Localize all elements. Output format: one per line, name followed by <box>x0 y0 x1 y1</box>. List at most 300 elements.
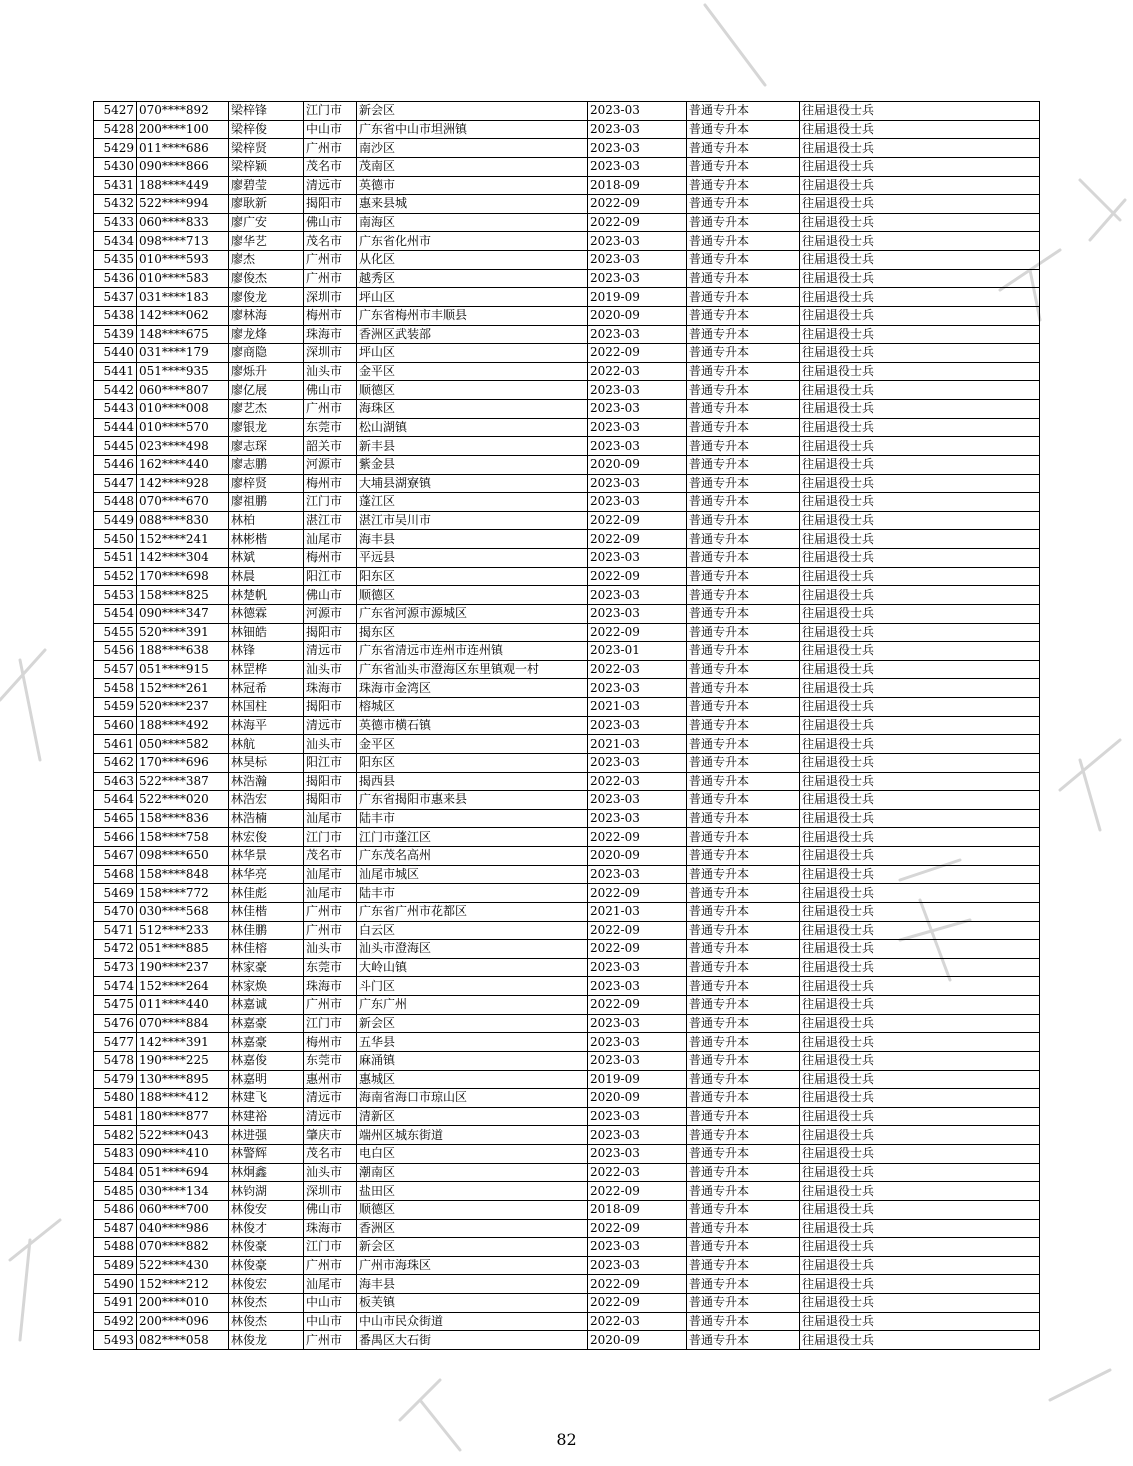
date-cell: 2022-09 <box>588 921 687 940</box>
district-cell: 阳东区 <box>357 567 588 586</box>
table-row <box>94 344 1040 363</box>
district-cell: 揭西县 <box>357 772 588 791</box>
type-cell: 往届退役士兵 <box>800 1051 1040 1070</box>
table-row <box>94 493 1040 512</box>
name-cell: 林俊杰 <box>229 1312 304 1331</box>
city-cell: 河源市 <box>304 455 357 474</box>
table-row <box>94 809 1040 828</box>
type-cell: 往届退役士兵 <box>800 828 1040 847</box>
id-cell: 070****882 <box>137 1238 229 1257</box>
city-cell: 广州市 <box>304 1256 357 1275</box>
date-cell: 2022-03 <box>588 772 687 791</box>
district-cell: 清新区 <box>357 1107 588 1126</box>
table-row <box>94 772 1040 791</box>
district-cell: 香洲区 <box>357 1219 588 1238</box>
name-cell: 林俊才 <box>229 1219 304 1238</box>
city-cell: 佛山市 <box>304 586 357 605</box>
date-cell: 2023-03 <box>588 586 687 605</box>
sequence-cell: 5455 <box>94 623 137 642</box>
district-cell: 揭东区 <box>357 623 588 642</box>
roster-table <box>93 101 1040 1350</box>
table-row <box>94 549 1040 568</box>
city-cell: 湛江市 <box>304 511 357 530</box>
table-row <box>94 102 1040 121</box>
type-cell: 往届退役士兵 <box>800 940 1040 959</box>
table-row <box>94 716 1040 735</box>
sequence-cell: 5435 <box>94 251 137 270</box>
id-cell: 060****833 <box>137 213 229 232</box>
roster-body <box>94 102 1040 1350</box>
category-cell: 普通专升本 <box>687 1107 800 1126</box>
type-cell: 往届退役士兵 <box>800 1256 1040 1275</box>
category-cell: 普通专升本 <box>687 1014 800 1033</box>
sequence-cell: 5431 <box>94 176 137 195</box>
sequence-cell: 5448 <box>94 493 137 512</box>
name-cell: 林昊标 <box>229 753 304 772</box>
date-cell: 2023-03 <box>588 493 687 512</box>
category-cell: 普通专升本 <box>687 940 800 959</box>
table-row <box>94 1219 1040 1238</box>
id-cell: 050****582 <box>137 735 229 754</box>
category-cell: 普通专升本 <box>687 1182 800 1201</box>
table-row <box>94 1238 1040 1257</box>
name-cell: 林佳榕 <box>229 940 304 959</box>
id-cell: 010****593 <box>137 251 229 270</box>
id-cell: 522****387 <box>137 772 229 791</box>
type-cell: 往届退役士兵 <box>800 120 1040 139</box>
table-row <box>94 753 1040 772</box>
category-cell: 普通专升本 <box>687 847 800 866</box>
id-cell: 070****892 <box>137 102 229 121</box>
city-cell: 揭阳市 <box>304 195 357 214</box>
type-cell: 往届退役士兵 <box>800 269 1040 288</box>
date-cell: 2020-09 <box>588 1331 687 1350</box>
category-cell: 普通专升本 <box>687 1145 800 1164</box>
name-cell: 林晨 <box>229 567 304 586</box>
city-cell: 江门市 <box>304 1238 357 1257</box>
type-cell: 往届退役士兵 <box>800 772 1040 791</box>
sequence-cell: 5491 <box>94 1294 137 1313</box>
table-row <box>94 1163 1040 1182</box>
type-cell: 往届退役士兵 <box>800 977 1040 996</box>
city-cell: 梅州市 <box>304 474 357 493</box>
name-cell: 林建飞 <box>229 1089 304 1108</box>
date-cell: 2020-09 <box>588 1089 687 1108</box>
table-row <box>94 530 1040 549</box>
sequence-cell: 5428 <box>94 120 137 139</box>
district-cell: 海珠区 <box>357 400 588 419</box>
type-cell: 往届退役士兵 <box>800 511 1040 530</box>
sequence-cell: 5440 <box>94 344 137 363</box>
table-row <box>94 1070 1040 1089</box>
city-cell: 珠海市 <box>304 1219 357 1238</box>
name-cell: 廖杰 <box>229 251 304 270</box>
id-cell: 170****696 <box>137 753 229 772</box>
city-cell: 茂名市 <box>304 232 357 251</box>
page-number: 82 <box>556 1430 577 1449</box>
id-cell: 142****928 <box>137 474 229 493</box>
id-cell: 522****994 <box>137 195 229 214</box>
type-cell: 往届退役士兵 <box>800 921 1040 940</box>
category-cell: 普通专升本 <box>687 604 800 623</box>
category-cell: 普通专升本 <box>687 958 800 977</box>
sequence-cell: 5454 <box>94 604 137 623</box>
city-cell: 中山市 <box>304 1294 357 1313</box>
category-cell: 普通专升本 <box>687 772 800 791</box>
name-cell: 廖俊龙 <box>229 288 304 307</box>
date-cell: 2022-09 <box>588 511 687 530</box>
table-row <box>94 921 1040 940</box>
category-cell: 普通专升本 <box>687 455 800 474</box>
sequence-cell: 5447 <box>94 474 137 493</box>
sequence-cell: 5463 <box>94 772 137 791</box>
table-row <box>94 1256 1040 1275</box>
city-cell: 惠州市 <box>304 1070 357 1089</box>
name-cell: 林楚帆 <box>229 586 304 605</box>
sequence-cell: 5478 <box>94 1051 137 1070</box>
sequence-cell: 5436 <box>94 269 137 288</box>
sequence-cell: 5467 <box>94 847 137 866</box>
table-row <box>94 1014 1040 1033</box>
category-cell: 普通专升本 <box>687 865 800 884</box>
name-cell: 林浩楠 <box>229 809 304 828</box>
sequence-cell: 5446 <box>94 455 137 474</box>
table-row <box>94 1294 1040 1313</box>
category-cell: 普通专升本 <box>687 735 800 754</box>
table-row <box>94 362 1040 381</box>
district-cell: 惠来县城 <box>357 195 588 214</box>
sequence-cell: 5442 <box>94 381 137 400</box>
id-cell: 030****568 <box>137 902 229 921</box>
id-cell: 011****686 <box>137 139 229 158</box>
category-cell: 普通专升本 <box>687 716 800 735</box>
date-cell: 2022-09 <box>588 530 687 549</box>
city-cell: 汕尾市 <box>304 884 357 903</box>
sequence-cell: 5437 <box>94 288 137 307</box>
category-cell: 普通专升本 <box>687 1294 800 1313</box>
district-cell: 顺德区 <box>357 586 588 605</box>
type-cell: 往届退役士兵 <box>800 809 1040 828</box>
sequence-cell: 5485 <box>94 1182 137 1201</box>
type-cell: 往届退役士兵 <box>800 884 1040 903</box>
date-cell: 2023-03 <box>588 809 687 828</box>
name-cell: 廖志鹏 <box>229 455 304 474</box>
city-cell: 广州市 <box>304 902 357 921</box>
district-cell: 大埔县湖寮镇 <box>357 474 588 493</box>
city-cell: 揭阳市 <box>304 791 357 810</box>
id-cell: 180****877 <box>137 1107 229 1126</box>
date-cell: 2023-03 <box>588 958 687 977</box>
category-cell: 普通专升本 <box>687 288 800 307</box>
category-cell: 普通专升本 <box>687 325 800 344</box>
name-cell: 林华亮 <box>229 865 304 884</box>
table-row <box>94 1275 1040 1294</box>
category-cell: 普通专升本 <box>687 921 800 940</box>
name-cell: 廖梓贤 <box>229 474 304 493</box>
district-cell: 番禺区大石街 <box>357 1331 588 1350</box>
date-cell: 2023-03 <box>588 474 687 493</box>
table-row <box>94 232 1040 251</box>
city-cell: 韶关市 <box>304 437 357 456</box>
sequence-cell: 5489 <box>94 1256 137 1275</box>
city-cell: 揭阳市 <box>304 772 357 791</box>
table-row <box>94 251 1040 270</box>
category-cell: 普通专升本 <box>687 549 800 568</box>
id-cell: 188****492 <box>137 716 229 735</box>
category-cell: 普通专升本 <box>687 381 800 400</box>
date-cell: 2023-01 <box>588 642 687 661</box>
date-cell: 2023-03 <box>588 1256 687 1275</box>
category-cell: 普通专升本 <box>687 828 800 847</box>
name-cell: 林罡桦 <box>229 660 304 679</box>
id-cell: 090****866 <box>137 157 229 176</box>
type-cell: 往届退役士兵 <box>800 1312 1040 1331</box>
id-cell: 162****440 <box>137 455 229 474</box>
date-cell: 2019-09 <box>588 1070 687 1089</box>
district-cell: 坪山区 <box>357 344 588 363</box>
id-cell: 088****830 <box>137 511 229 530</box>
type-cell: 往届退役士兵 <box>800 1163 1040 1182</box>
name-cell: 廖耿新 <box>229 195 304 214</box>
city-cell: 广州市 <box>304 1331 357 1350</box>
type-cell: 往届退役士兵 <box>800 698 1040 717</box>
type-cell: 往届退役士兵 <box>800 437 1040 456</box>
name-cell: 廖艺杰 <box>229 400 304 419</box>
name-cell: 林彬楷 <box>229 530 304 549</box>
name-cell: 林炯鑫 <box>229 1163 304 1182</box>
type-cell: 往届退役士兵 <box>800 1070 1040 1089</box>
type-cell: 往届退役士兵 <box>800 455 1040 474</box>
type-cell: 往届退役士兵 <box>800 1014 1040 1033</box>
city-cell: 中山市 <box>304 120 357 139</box>
district-cell: 潮南区 <box>357 1163 588 1182</box>
district-cell: 坪山区 <box>357 288 588 307</box>
city-cell: 汕尾市 <box>304 530 357 549</box>
category-cell: 普通专升本 <box>687 1200 800 1219</box>
date-cell: 2023-03 <box>588 157 687 176</box>
date-cell: 2020-09 <box>588 847 687 866</box>
date-cell: 2023-03 <box>588 1033 687 1052</box>
sequence-cell: 5477 <box>94 1033 137 1052</box>
type-cell: 往届退役士兵 <box>800 847 1040 866</box>
name-cell: 林德霖 <box>229 604 304 623</box>
name-cell: 林嘉俊 <box>229 1051 304 1070</box>
category-cell: 普通专升本 <box>687 698 800 717</box>
table-row <box>94 828 1040 847</box>
name-cell: 林佳鹏 <box>229 921 304 940</box>
sequence-cell: 5483 <box>94 1145 137 1164</box>
district-cell: 汕头市澄海区 <box>357 940 588 959</box>
name-cell: 林嘉豪 <box>229 1033 304 1052</box>
city-cell: 梅州市 <box>304 1033 357 1052</box>
category-cell: 普通专升本 <box>687 176 800 195</box>
sequence-cell: 5459 <box>94 698 137 717</box>
district-cell: 英德市 <box>357 176 588 195</box>
category-cell: 普通专升本 <box>687 1331 800 1350</box>
id-cell: 098****713 <box>137 232 229 251</box>
district-cell: 湛江市吴川市 <box>357 511 588 530</box>
category-cell: 普通专升本 <box>687 884 800 903</box>
name-cell: 廖祖鹏 <box>229 493 304 512</box>
table-row <box>94 325 1040 344</box>
id-cell: 158****825 <box>137 586 229 605</box>
name-cell: 林俊安 <box>229 1200 304 1219</box>
date-cell: 2023-03 <box>588 139 687 158</box>
table-row <box>94 940 1040 959</box>
type-cell: 往届退役士兵 <box>800 102 1040 121</box>
name-cell: 林嘉明 <box>229 1070 304 1089</box>
city-cell: 汕尾市 <box>304 865 357 884</box>
sequence-cell: 5471 <box>94 921 137 940</box>
id-cell: 010****583 <box>137 269 229 288</box>
type-cell: 往届退役士兵 <box>800 1294 1040 1313</box>
table-row <box>94 1145 1040 1164</box>
category-cell: 普通专升本 <box>687 1070 800 1089</box>
table-row <box>94 958 1040 977</box>
table-row <box>94 698 1040 717</box>
table-row <box>94 139 1040 158</box>
type-cell: 往届退役士兵 <box>800 642 1040 661</box>
date-cell: 2023-03 <box>588 232 687 251</box>
table-row <box>94 120 1040 139</box>
type-cell: 往届退役士兵 <box>800 1331 1040 1350</box>
name-cell: 林锋 <box>229 642 304 661</box>
category-cell: 普通专升本 <box>687 344 800 363</box>
id-cell: 188****412 <box>137 1089 229 1108</box>
type-cell: 往届退役士兵 <box>800 716 1040 735</box>
city-cell: 清远市 <box>304 1107 357 1126</box>
sequence-cell: 5439 <box>94 325 137 344</box>
city-cell: 深圳市 <box>304 288 357 307</box>
table-row <box>94 1312 1040 1331</box>
id-cell: 060****700 <box>137 1200 229 1219</box>
district-cell: 五华县 <box>357 1033 588 1052</box>
district-cell: 珠海市金湾区 <box>357 679 588 698</box>
table-row <box>94 996 1040 1015</box>
id-cell: 190****225 <box>137 1051 229 1070</box>
sequence-cell: 5441 <box>94 362 137 381</box>
id-cell: 040****986 <box>137 1219 229 1238</box>
district-cell: 新会区 <box>357 102 588 121</box>
district-cell: 英德市横石镇 <box>357 716 588 735</box>
name-cell: 廖商隐 <box>229 344 304 363</box>
type-cell: 往届退役士兵 <box>800 679 1040 698</box>
id-cell: 188****638 <box>137 642 229 661</box>
sequence-cell: 5444 <box>94 418 137 437</box>
type-cell: 往届退役士兵 <box>800 530 1040 549</box>
date-cell: 2023-03 <box>588 716 687 735</box>
name-cell: 林国柱 <box>229 698 304 717</box>
name-cell: 林建裕 <box>229 1107 304 1126</box>
city-cell: 广州市 <box>304 269 357 288</box>
category-cell: 普通专升本 <box>687 306 800 325</box>
date-cell: 2018-09 <box>588 176 687 195</box>
name-cell: 廖广安 <box>229 213 304 232</box>
type-cell: 往届退役士兵 <box>800 1145 1040 1164</box>
table-row <box>94 437 1040 456</box>
type-cell: 往届退役士兵 <box>800 865 1040 884</box>
name-cell: 廖志琛 <box>229 437 304 456</box>
category-cell: 普通专升本 <box>687 493 800 512</box>
district-cell: 新会区 <box>357 1014 588 1033</box>
name-cell: 廖俊杰 <box>229 269 304 288</box>
city-cell: 揭阳市 <box>304 698 357 717</box>
district-cell: 海丰县 <box>357 1275 588 1294</box>
category-cell: 普通专升本 <box>687 1256 800 1275</box>
name-cell: 林浩宏 <box>229 791 304 810</box>
name-cell: 梁梓俊 <box>229 120 304 139</box>
date-cell: 2022-09 <box>588 1294 687 1313</box>
city-cell: 汕尾市 <box>304 809 357 828</box>
name-cell: 梁梓颖 <box>229 157 304 176</box>
district-cell: 广州市海珠区 <box>357 1256 588 1275</box>
date-cell: 2023-03 <box>588 791 687 810</box>
sequence-cell: 5445 <box>94 437 137 456</box>
date-cell: 2023-03 <box>588 865 687 884</box>
date-cell: 2022-09 <box>588 940 687 959</box>
district-cell: 松山湖镇 <box>357 418 588 437</box>
table-row <box>94 455 1040 474</box>
sequence-cell: 5487 <box>94 1219 137 1238</box>
name-cell: 林冠希 <box>229 679 304 698</box>
table-row <box>94 269 1040 288</box>
date-cell: 2023-03 <box>588 549 687 568</box>
district-cell: 斗门区 <box>357 977 588 996</box>
city-cell: 广州市 <box>304 251 357 270</box>
id-cell: 090****347 <box>137 604 229 623</box>
id-cell: 520****391 <box>137 623 229 642</box>
date-cell: 2023-03 <box>588 120 687 139</box>
category-cell: 普通专升本 <box>687 996 800 1015</box>
category-cell: 普通专升本 <box>687 418 800 437</box>
category-cell: 普通专升本 <box>687 195 800 214</box>
city-cell: 广州市 <box>304 139 357 158</box>
city-cell: 珠海市 <box>304 679 357 698</box>
date-cell: 2023-03 <box>588 269 687 288</box>
type-cell: 往届退役士兵 <box>800 1200 1040 1219</box>
sequence-cell: 5466 <box>94 828 137 847</box>
date-cell: 2018-09 <box>588 1200 687 1219</box>
id-cell: 090****410 <box>137 1145 229 1164</box>
type-cell: 往届退役士兵 <box>800 139 1040 158</box>
id-cell: 011****440 <box>137 996 229 1015</box>
table-row <box>94 1051 1040 1070</box>
type-cell: 往届退役士兵 <box>800 1182 1040 1201</box>
name-cell: 林钿皓 <box>229 623 304 642</box>
city-cell: 深圳市 <box>304 1182 357 1201</box>
category-cell: 普通专升本 <box>687 623 800 642</box>
table-row <box>94 195 1040 214</box>
date-cell: 2023-03 <box>588 1126 687 1145</box>
city-cell: 汕头市 <box>304 735 357 754</box>
sequence-cell: 5472 <box>94 940 137 959</box>
category-cell: 普通专升本 <box>687 753 800 772</box>
sequence-cell: 5481 <box>94 1107 137 1126</box>
sequence-cell: 5433 <box>94 213 137 232</box>
district-cell: 广东省化州市 <box>357 232 588 251</box>
district-cell: 蓬江区 <box>357 493 588 512</box>
district-cell: 广东省清远市连州市连州镇 <box>357 642 588 661</box>
id-cell: 031****183 <box>137 288 229 307</box>
type-cell: 往届退役士兵 <box>800 567 1040 586</box>
city-cell: 江门市 <box>304 1014 357 1033</box>
date-cell: 2023-03 <box>588 1051 687 1070</box>
sequence-cell: 5458 <box>94 679 137 698</box>
id-cell: 070****884 <box>137 1014 229 1033</box>
district-cell: 新丰县 <box>357 437 588 456</box>
date-cell: 2023-03 <box>588 418 687 437</box>
type-cell: 往届退役士兵 <box>800 325 1040 344</box>
